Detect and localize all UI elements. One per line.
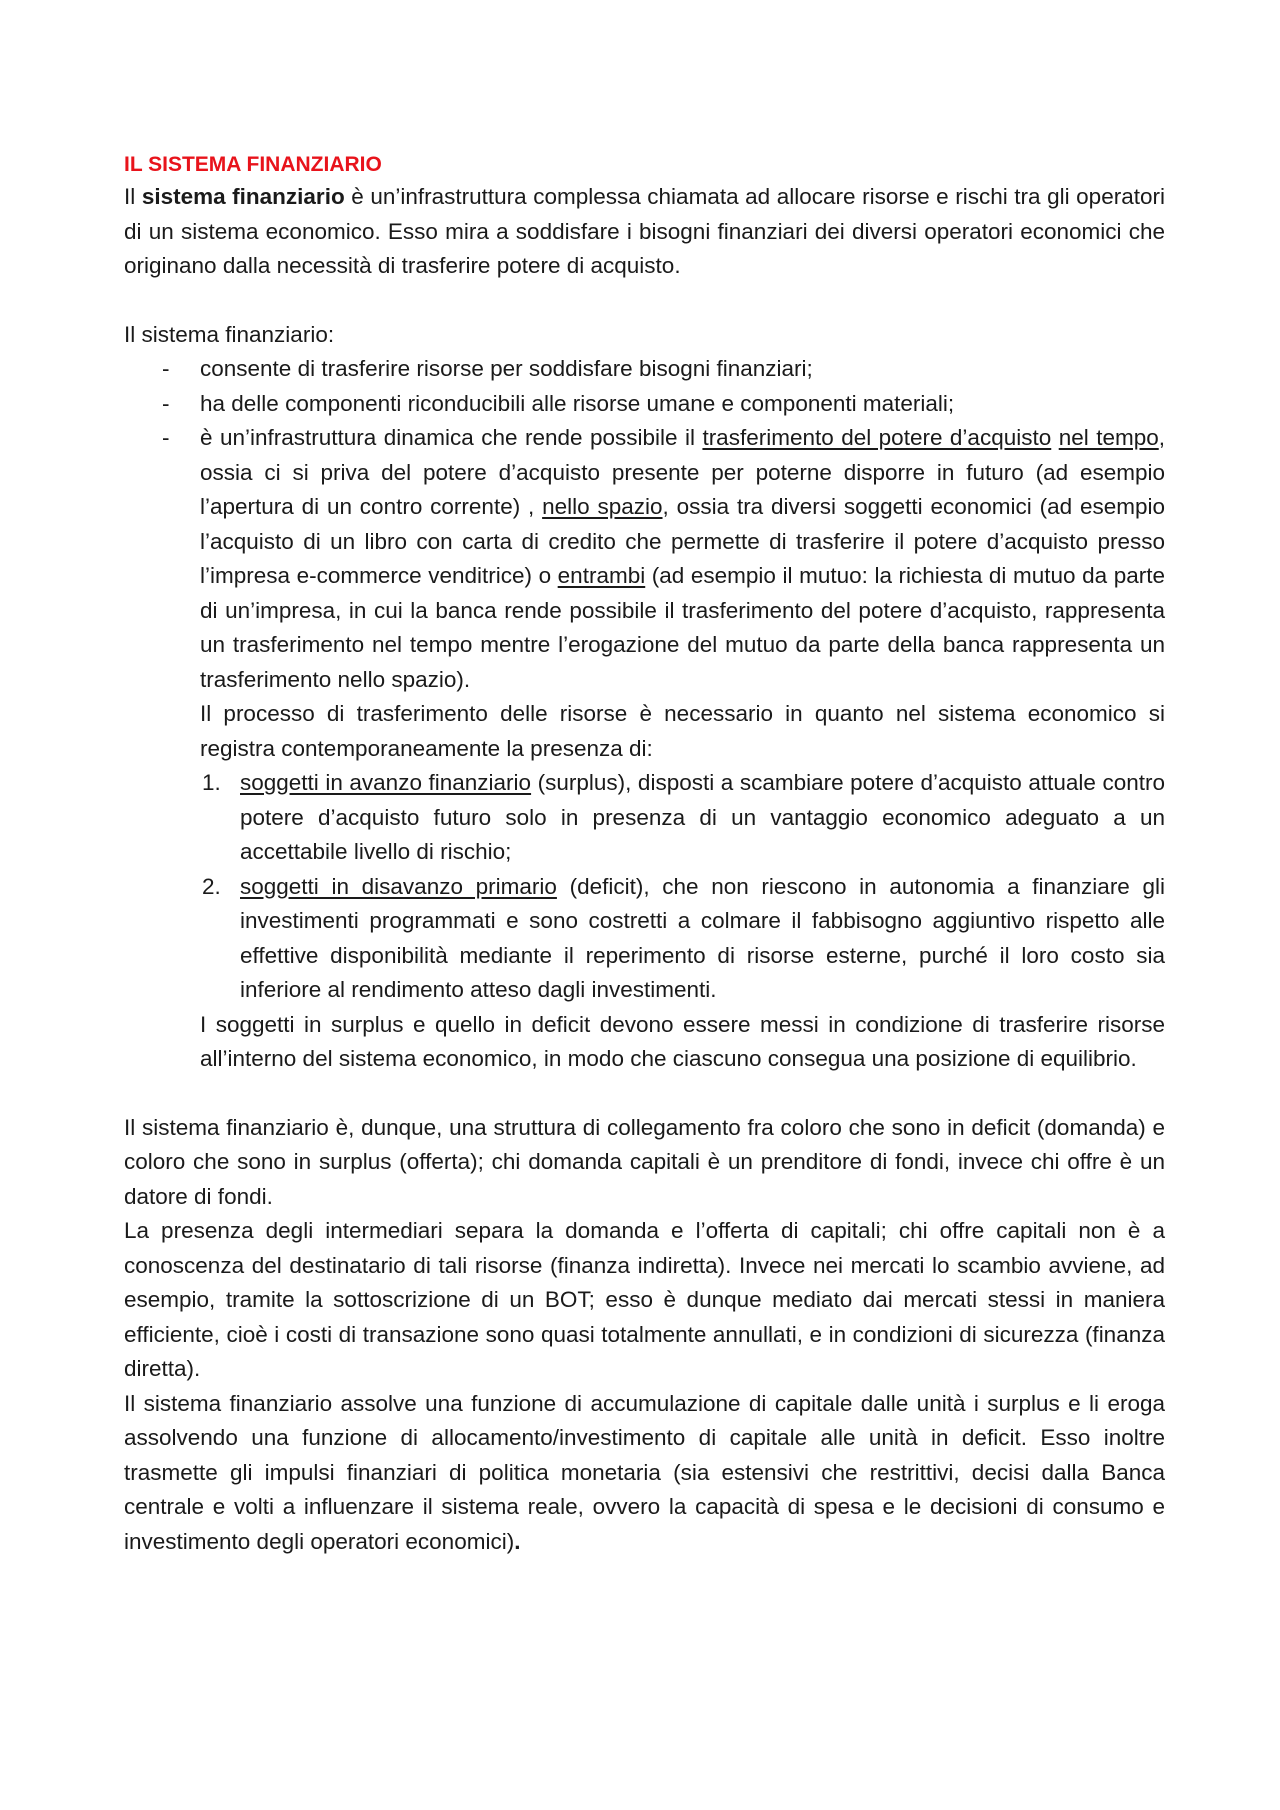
- numbered-item: [200, 870, 1165, 1008]
- paragraph-intermediaries: La presenza degli intermediari separa la domanda e l’offerta di capitali; chi offre capitali non è a conoscenza del destinatario di tali risorse (finanza indiretta). Invece nei mercati lo scambio avviene, ad esempio, tramite la sottoscrizione di un BOT; esso è dunque mediato dai mercati stessi in maniera efficiente, cioè i costi di transazione sono quasi totalmente annullati, e in condizioni di sicurezza (finanza diretta).: [124, 1218, 1165, 1381]
- list-item: [124, 352, 1165, 387]
- underlined-term-both: entrambi: [557, 563, 646, 588]
- numbered-item-text: (surplus), disposti a scambiare potere d’acquisto attuale contro potere d’acquisto futuro solo in presenza di un vantaggio economico adeguato a un accettabile livello di rischio;: [240, 770, 1166, 864]
- paragraph-functions-text: Il sistema finanziario assolve una funzione di accumulazione di capitale dalle unità i surplus e li eroga assolvendo una funzione di allocamento/investimento di capitale alle unità in deficit. Esso inoltre trasmette gli impulsi finanziari di politica monetaria (sia estensivi che restrittivi, decisi dalla Banca centrale e volti a influenzare il sistema reale, ovvero la capacità di spesa e le decisioni di consumo e investimento degli operatori economici): [124, 1390, 1165, 1554]
- numbered-item: [200, 766, 1165, 870]
- dash-bullet: -: [162, 390, 170, 416]
- numbered-list: [200, 766, 1165, 1008]
- dash-list: [124, 352, 1165, 1077]
- spacer: [124, 284, 1165, 318]
- paragraph-structure: Il sistema finanziario è, dunque, una struttura di collegamento fra coloro che sono in deficit (domanda) e coloro che sono in surplus (offerta); chi domanda capitali è un prenditore di fondi, invece chi offre è un datore di fondi.: [124, 1114, 1165, 1209]
- item-number: 2.: [202, 873, 221, 899]
- spacer: [124, 1077, 1165, 1111]
- intro-text-start: Il: [124, 184, 142, 209]
- closing-paragraph: I soggetti in surplus e quello in deficit devono essere messi in condizione di trasferire risorse all’interno del sistema economico, in modo che ciascuno consegua una posizione di equilibrio.: [200, 1011, 1165, 1071]
- document-body: [124, 150, 1165, 1559]
- bullet-text-1: consente di trasferire risorse per soddisfare bisogni finanziari;: [200, 356, 813, 381]
- bullet-3-text-b: [1051, 425, 1058, 450]
- item-number: 1.: [202, 770, 221, 795]
- bullet-3-text-c: , ossia ci si priva del potere d’acquisto presente per poterne disporre in futuro (ad esempio l’apertura di un contro corrente) ,: [200, 425, 1165, 519]
- list-item: [124, 387, 1165, 422]
- process-paragraph: Il processo di trasferimento delle risorse è necessario in quanto nel sistema economico si registra contemporaneamente la presenza di:: [200, 701, 1165, 761]
- underlined-term-space: nello spazio: [542, 494, 663, 519]
- numbered-item-text: (deficit), che non riescono in autonomia a finanziare gli investimenti programmati e sono costretti a colmare il fabbisogno aggiuntivo rispetto alle effettive disponibilità mediante il reperimento di risorse esterne, purché il loro costo sia inferiore al rendimento atteso dagli investimenti.: [240, 873, 1166, 1002]
- dash-bullet: -: [162, 425, 170, 450]
- underlined-term-deficit: soggetti in disavanzo primario: [240, 873, 557, 899]
- bullet-3-text-a: è un’infrastruttura dinamica che rende possibile il: [200, 425, 703, 450]
- intro-text-rest: è un’infrastruttura complessa chiamata ad allocare risorse e rischi tra gli operatori di un sistema economico. Esso mira a soddisfare i bisogni finanziari dei diversi operatori economici che originano dalla necessità di trasferire potere di acquisto.: [124, 184, 1165, 278]
- document-title: IL SISTEMA FINANZIARIO: [124, 153, 382, 176]
- bullet-text-2: ha delle componenti riconducibili alle risorse umane e componenti materiali;: [200, 390, 955, 416]
- underlined-term-time: nel tempo: [1058, 425, 1159, 450]
- bullet-text-3: [200, 421, 1165, 697]
- paragraph-end-period: .: [514, 1528, 521, 1554]
- bullet-3-text-d: , ossia tra diversi soggetti economici (ad esempio l’acquisto di un libro con carta di credito che permette di trasferire il potere d’acquisto presso l’impresa e-commerce venditrice) o: [200, 494, 1165, 588]
- paragraph-functions: [124, 1387, 1165, 1560]
- intro-bold-term: sistema finanziario: [141, 184, 345, 209]
- dash-bullet: -: [162, 356, 170, 381]
- underlined-term-surplus: soggetti in avanzo finanziario: [240, 770, 532, 795]
- list-intro: Il sistema finanziario:: [124, 321, 335, 347]
- list-item: [124, 421, 1165, 1077]
- underlined-term-transfer: trasferimento del potere d’acquisto: [702, 425, 1052, 450]
- bullet-3-text-e: (ad esempio il mutuo: la richiesta di mutuo da parte di un’impresa, in cui la banca rende possibile il trasferimento del potere d’acquisto, rappresenta un trasferimento nel tempo mentre l’erogazione del mutuo da parte della banca rappresenta un trasferimento nello spazio).: [200, 563, 1166, 692]
- intro-paragraph: [124, 180, 1165, 284]
